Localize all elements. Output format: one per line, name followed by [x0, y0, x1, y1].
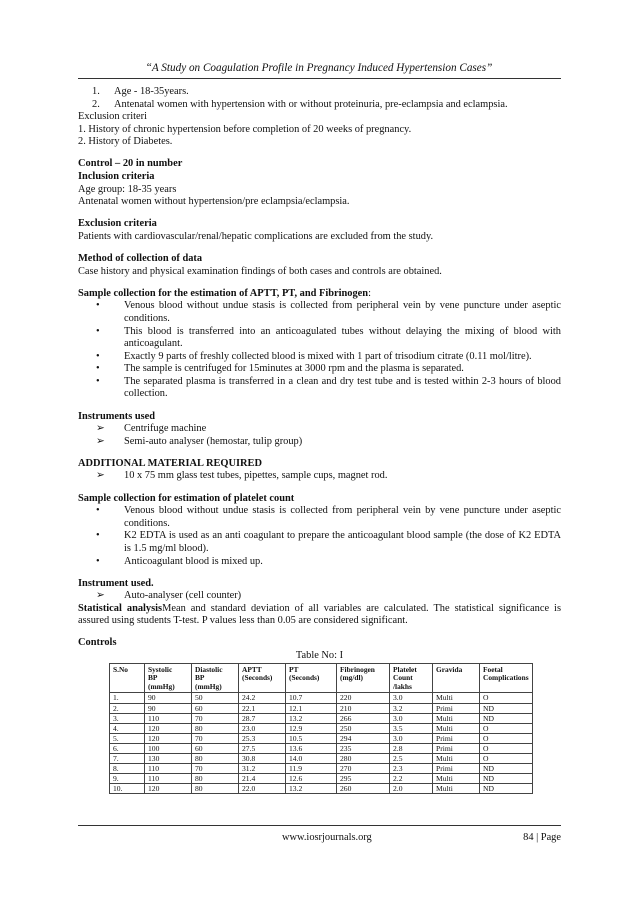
bullet-icon: • — [96, 555, 100, 567]
table-caption: Table No: I — [295, 650, 344, 662]
column-header: Diastolic BP (mmHg) — [192, 663, 239, 693]
body-content — [78, 86, 561, 794]
numbered-item-1: 1. Age - 18-35years. — [92, 86, 189, 97]
sample1-bullet-2: • This blood is transferred into an anticoagulated tubes without delaying the mixing of blood with anticoagulant. — [78, 326, 561, 351]
table-cell: O — [480, 754, 533, 764]
table-cell: Primi — [433, 733, 480, 743]
table-cell: 10.5 — [286, 733, 337, 743]
table-cell: 235 — [337, 743, 390, 753]
table-cell: 9. — [110, 774, 145, 784]
table-cell: 110 — [145, 764, 192, 774]
table-cell: O — [480, 693, 533, 703]
numbered-item-2: 2. Antenatal women with hypertension with or without proteinuria, pre-eclampsia and eclampsia. — [92, 98, 508, 110]
table-cell: 250 — [337, 723, 390, 733]
table-cell: 21.4 — [239, 774, 286, 784]
arrow-bullet-icon: ➢ — [96, 423, 105, 435]
table-cell: 3.0 — [390, 693, 433, 703]
table-cell: Multi — [433, 774, 480, 784]
instrument2-item-1: ➢ Auto-analyser (cell counter) — [78, 590, 561, 603]
table-cell: 12.9 — [286, 723, 337, 733]
sample2-bullet-1: • Venous blood without undue stasis is collected from peripheral vein by vene puncture under aseptic conditions. — [78, 505, 561, 530]
table-row — [110, 784, 533, 794]
table-cell: 80 — [192, 774, 239, 784]
table-cell: 120 — [145, 723, 192, 733]
inclusion-heading: Inclusion criteria — [78, 171, 155, 183]
table-cell: Primi — [433, 743, 480, 753]
table-cell: 22.1 — [239, 703, 286, 713]
table-cell: 3.0 — [390, 733, 433, 743]
table-cell: Primi — [433, 703, 480, 713]
table-cell: 13.6 — [286, 743, 337, 753]
table-cell: 120 — [145, 784, 192, 794]
table-cell: 24.2 — [239, 693, 286, 703]
statistical-paragraph: Statistical analysisMean and standard deviation of all variables are calculated. The statistical significance is assured using students T-test. P values less than 0.05 are considered significant. — [78, 602, 561, 627]
table-cell: 266 — [337, 713, 390, 723]
sample1-bullet-4: • The sample is centrifuged for 15minutes at 3000 rpm and the plasma is separated. — [78, 363, 561, 376]
table-cell: 5. — [110, 733, 145, 743]
running-header: “A Study on Coagulation Profile in Pregnancy Induced Hypertension Cases” — [145, 62, 493, 74]
table-cell: 294 — [337, 733, 390, 743]
table-row — [110, 764, 533, 774]
table-cell: 280 — [337, 754, 390, 764]
table-cell: 22.0 — [239, 784, 286, 794]
table-cell: 60 — [192, 743, 239, 753]
table-cell: 70 — [192, 764, 239, 774]
table-cell: ND — [480, 774, 533, 784]
table-cell: 295 — [337, 774, 390, 784]
table-cell: 27.5 — [239, 743, 286, 753]
table-cell: 2.8 — [390, 743, 433, 753]
exclusion-line-1: 1. History of chronic hypertension before completion of 20 weeks of pregnancy. — [78, 123, 412, 135]
table-cell: 2.0 — [390, 784, 433, 794]
table-cell: 70 — [192, 733, 239, 743]
exclusion-line-2: 2. History of Diabetes. — [78, 136, 173, 148]
table-cell: 70 — [192, 713, 239, 723]
table-cell: ND — [480, 764, 533, 774]
control-line-1: Age group: 18-35 years — [78, 183, 177, 195]
table-cell: Multi — [433, 754, 480, 764]
table-cell: 120 — [145, 733, 192, 743]
arrow-bullet-icon: ➢ — [96, 590, 105, 602]
bullet-icon: • — [96, 300, 100, 312]
control-line-2: Antenatal women without hypertension/pre eclampsia/eclampsia. — [78, 196, 350, 208]
table-cell: 31.2 — [239, 764, 286, 774]
column-header: Platelet Count /lakhs — [390, 663, 433, 693]
table-cell: 90 — [145, 693, 192, 703]
table-cell: 12.1 — [286, 703, 337, 713]
controls-table — [109, 663, 533, 795]
sample1-bullet-3: • Exactly 9 parts of freshly collected blood is mixed with 1 part of trisodium citrate (0.11 mol/litre). — [78, 351, 561, 364]
table-cell: 25.3 — [239, 733, 286, 743]
table-cell: O — [480, 733, 533, 743]
bullet-icon: • — [96, 350, 100, 362]
table-cell: 3.0 — [390, 713, 433, 723]
bullet-icon: • — [96, 505, 100, 517]
sample1-bullet-1: • Venous blood without undue stasis is collected from peripheral vein by vene puncture under aseptic conditions. — [78, 300, 561, 325]
sample1-heading: Sample collection for the estimation of APTT, PT, and Fibrinogen: — [78, 287, 371, 299]
table-cell: 28.7 — [239, 713, 286, 723]
table-row — [110, 743, 533, 753]
instrument-item-2: ➢ Semi-auto analyser (hemostar, tulip group) — [78, 436, 561, 449]
arrow-bullet-icon: ➢ — [96, 470, 105, 482]
table-cell: 1. — [110, 693, 145, 703]
table-cell: 23.0 — [239, 723, 286, 733]
table-cell: 10. — [110, 784, 145, 794]
controls-heading: Controls — [78, 637, 117, 649]
table-cell: Multi — [433, 784, 480, 794]
table-row — [110, 693, 533, 703]
instrument2-heading: Instrument used. — [78, 577, 154, 589]
sample2-bullet-3: • Anticoagulant blood is mixed up. — [78, 556, 561, 569]
sample2-bullet-2: • K2 EDTA is used as an anti coagulant to prepare the anticoagulant blood sample (the dose of K2 EDTA is 1.5 mg/ml blood). — [78, 530, 561, 555]
table-row — [110, 713, 533, 723]
sample2-heading: Sample collection for estimation of platelet count — [78, 492, 295, 504]
column-header: Foetal Complications — [480, 663, 533, 693]
table-row — [110, 703, 533, 713]
table-cell: 220 — [337, 693, 390, 703]
arrow-bullet-icon: ➢ — [96, 435, 105, 447]
control-heading: Control – 20 in number — [78, 158, 183, 170]
table-cell: 10.7 — [286, 693, 337, 703]
table-cell: Multi — [433, 723, 480, 733]
table-row — [110, 733, 533, 743]
table-cell: 210 — [337, 703, 390, 713]
bullet-icon: • — [96, 363, 100, 375]
column-header: Gravida — [433, 663, 480, 693]
table-cell: ND — [480, 784, 533, 794]
table-cell: O — [480, 723, 533, 733]
column-header: S.No — [110, 663, 145, 693]
table-cell: 2.2 — [390, 774, 433, 784]
table-row — [110, 774, 533, 784]
column-header: Fibrinogen (mg/dl) — [337, 663, 390, 693]
exclusion-heading-2: Exclusion criteria — [78, 218, 157, 230]
footer-rule — [78, 825, 561, 826]
table-cell: 3.2 — [390, 703, 433, 713]
table-cell: 270 — [337, 764, 390, 774]
table-cell: 130 — [145, 754, 192, 764]
instrument-item-1: ➢ Centrifuge machine — [78, 423, 561, 436]
table-cell: 11.9 — [286, 764, 337, 774]
table-cell: Multi — [433, 693, 480, 703]
method-text: Case history and physical examination findings of both cases and controls are obtained. — [78, 265, 442, 277]
table-cell: 260 — [337, 784, 390, 794]
table-cell: 4. — [110, 723, 145, 733]
table-cell: ND — [480, 703, 533, 713]
additional-heading: ADDITIONAL MATERIAL REQUIRED — [78, 457, 262, 469]
table-cell: 3. — [110, 713, 145, 723]
exclusion-text-2: Patients with cardiovascular/renal/hepatic complications are excluded from the study. — [78, 230, 434, 242]
table-cell: 8. — [110, 764, 145, 774]
table-cell: 110 — [145, 774, 192, 784]
table-cell: O — [480, 743, 533, 753]
table-cell: 100 — [145, 743, 192, 753]
table-cell: 90 — [145, 703, 192, 713]
table-header-row — [110, 663, 533, 693]
table-row — [110, 754, 533, 764]
table-cell: 50 — [192, 693, 239, 703]
instruments-heading: Instruments used — [78, 410, 156, 422]
table-cell: 12.6 — [286, 774, 337, 784]
footer-url: www.iosrjournals.org — [282, 832, 372, 843]
exclusion-heading-1: Exclusion criteri — [78, 111, 147, 123]
table-cell: ND — [480, 713, 533, 723]
table-cell: 80 — [192, 723, 239, 733]
table-cell: 60 — [192, 703, 239, 713]
table-cell: 30.8 — [239, 754, 286, 764]
table-cell: 6. — [110, 743, 145, 753]
table-cell: 110 — [145, 713, 192, 723]
additional-item-1: ➢ 10 x 75 mm glass test tubes, pipettes, sample cups, magnet rod. — [78, 470, 561, 483]
table-cell: Multi — [433, 713, 480, 723]
sample1-bullet-5: • The separated plasma is transferred in a clean and dry test tube and is tested within 2-3 hours of blood collection. — [78, 376, 561, 401]
table-cell: 2. — [110, 703, 145, 713]
table-cell: 7. — [110, 754, 145, 764]
table-cell: 13.2 — [286, 713, 337, 723]
table-cell: 80 — [192, 754, 239, 764]
bullet-icon: • — [96, 375, 100, 387]
column-header: PT (Seconds) — [286, 663, 337, 693]
table-cell: 3.5 — [390, 723, 433, 733]
table-row — [110, 723, 533, 733]
table-cell: 80 — [192, 784, 239, 794]
method-heading: Method of collection of data — [78, 253, 203, 265]
footer-page-number: 84 | Page — [523, 832, 561, 843]
table-cell: Primi — [433, 764, 480, 774]
table-cell: 14.0 — [286, 754, 337, 764]
table-cell: 2.3 — [390, 764, 433, 774]
header-rule — [78, 78, 561, 79]
bullet-icon: • — [96, 325, 100, 337]
table-cell: 13.2 — [286, 784, 337, 794]
bullet-icon: • — [96, 530, 100, 542]
column-header: APTT (Seconds) — [239, 663, 286, 693]
column-header: Systolic BP (mmHg) — [145, 663, 192, 693]
table-cell: 2.5 — [390, 754, 433, 764]
